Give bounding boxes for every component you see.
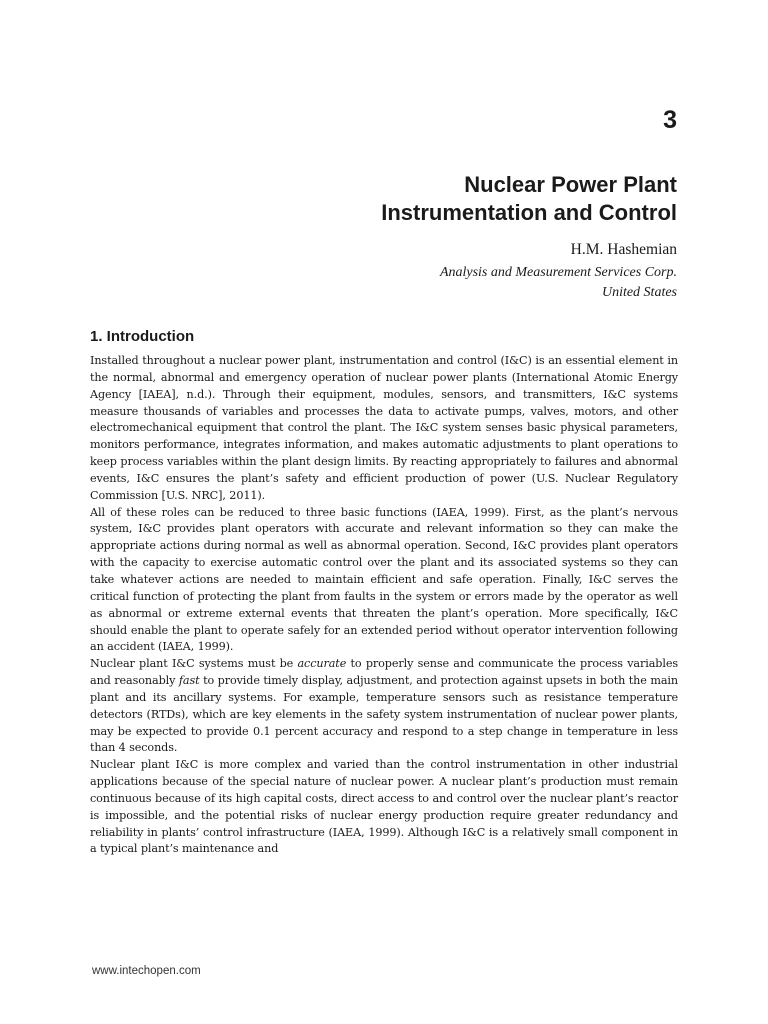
paragraph-3 [90,656,678,757]
chapter-title-line-2: Instrumentation and Control [381,200,677,225]
body-text [90,353,678,858]
paragraph-1: Installed throughout a nuclear power plant, instrumentation and control (I&C) is an essential element in the normal, abnormal and emergency operation of nuclear power plants (International Atomic Energy Agency [IAEA], n.d.). Through their equipment, modules, sensors, and transmitters, I&C systems measure thousands of variables and processes the data to activate pumps, valves, motors, and other electromechanical equipment that control the plant. The I&C system senses basic physical parameters, monitors performance, integrates information, and makes automatic adjustments to plant operations to keep process variables within the plant design limits. By reacting appropriately to failures and abnormal events, I&C ensures the plant’s safety and efficient production of power (U.S. Nuclear Regulatory Commission [U.S. NRC], 2011). [90,354,678,502]
chapter-title [381,171,677,227]
author-name: H.M. Hashemian [570,241,677,258]
footer-url[interactable]: www.intechopen.com [92,965,201,977]
chapter-title-line-1: Nuclear Power Plant [464,172,677,197]
author-affiliation [440,263,677,303]
paragraph-3-part-c: to provide timely display, adjustment, and protection against upsets in both the main plant and its ancillary systems. For example, temperature sensors such as resistance temperature detectors (RTDs), which are key elements in the safety system instrumentation of nuclear power plants, may be expected to provide 0.1 percent accuracy and respond to a step change in temperature in less than 4 seconds. [90,674,679,755]
paragraph-4: Nuclear plant I&C is more complex and varied than the control instrumentation in other industrial applications because of the special nature of nuclear power. A nuclear plant’s production must remain continuous because of its high capital costs, direct access to and control over the nuclear plant’s reactor is impossible, and the potential risks of nuclear energy production require greater redundancy and reliability in plants’ control infrastructure (IAEA, 1999). Although I&C is a relatively small component in a typical plant’s maintenance and [90,758,678,856]
chapter-number: 3 [663,106,677,134]
affiliation-line-2: United States [601,285,677,300]
paragraph-3-part-b: to properly sense and communicate the process variables and reasonably [90,657,678,688]
emphasis-fast: fast [178,674,200,688]
affiliation-line-1: Analysis and Measurement Services Corp. [439,265,677,280]
paragraph-2: All of these roles can be reduced to three basic functions (IAEA, 1999). First, as the plant’s nervous system, I&C provides plant operators with accurate and relevant information so they can make the appropriate actions during normal as well as abnormal operation. Second, I&C provides plant operators with the capacity to exercise automatic control over the plant and its associated systems so they can take whatever actions are needed to maintain efficient and safe operation. Finally, I&C serves the critical function of protecting the plant from faults in the system or errors made by the operator as well as abnormal or extreme external events that threaten the plant’s operation. More specifically, I&C should enable the plant to operate safely for an extended period without operator intervention following an accident (IAEA, 1999). [90,505,678,654]
paragraph-3-part-a: Nuclear plant I&C systems must be [90,657,298,671]
emphasis-accurate: accurate [297,657,347,671]
section-heading: 1. Introduction [90,328,195,345]
